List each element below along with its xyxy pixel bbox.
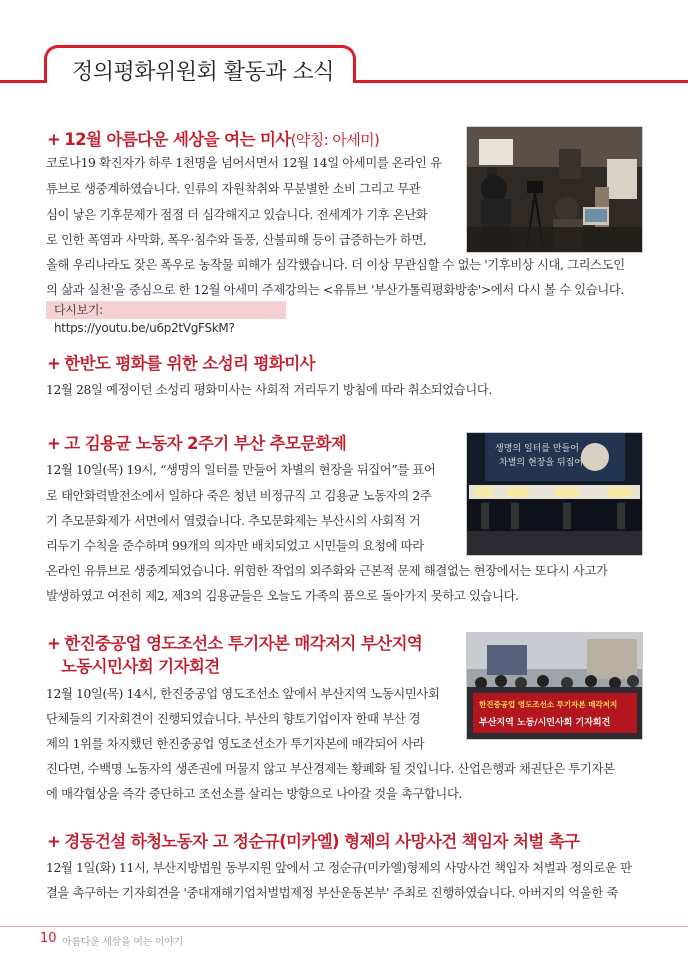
photo-banner-line: 생명의 일터를 만들어 — [495, 444, 579, 454]
text-line: 결을 촉구하는 기자회견을 '중대재해기업처벌법제정 부산운동본부' 주최로 진행하였습니다. 아버지의 억울한 죽 — [46, 886, 618, 900]
plus-icon: + — [47, 434, 61, 453]
plus-icon: + — [47, 634, 61, 653]
text-line: 단체들의 기자회견이 진행되었습니다. 부산의 향토기업이자 한때 부산 경 — [46, 712, 421, 726]
section-title-soseongri: + 한반도 평화를 위한 소성리 평화미사 — [47, 354, 315, 373]
text-line: 진다면, 수백명 노동자의 생존권에 머물지 않고 부산경제는 황폐화 될 것입니다. 산업은행과 채권단은 투기자본 — [46, 762, 615, 776]
text-line: 발생하였고 여전히 제2, 제3의 김용균들은 오늘도 가족의 품으로 돌아가지 못하고 있습니다. — [46, 589, 519, 603]
page-title: 정의평화위원회 활동과 소식 — [71, 60, 334, 85]
text-line: 올해 우리나라도 잦은 폭우로 농작물 피해가 심각했습니다. 더 이상 무관심할 수 없는 '기후비상 시대, 그리스도인 — [46, 258, 625, 272]
photo-banner-line: 차별의 현장을 뒤집어 — [499, 458, 583, 468]
text-line: 온라인 유튜브로 생중계되었습니다. 위험한 작업의 외주화와 근본적 문제 해결없는 현장에서는 또다시 사고가 — [46, 564, 608, 578]
section-title-hanjin-line2: 노동시민사회 기자회견 — [61, 657, 220, 676]
plus-icon: + — [47, 130, 61, 149]
text-line: 12월 1일(화) 11시, 부산지방법원 동부지원 앞에서 고 정순규(미카엘)형제의 사망사건 책임자 처벌과 정의로운 판 — [46, 861, 632, 875]
text-line: 12월 28일 예정이던 소성리 평화미사는 사회적 거리두기 방침에 따라 취소되었습니다. — [46, 383, 492, 397]
photo-memorial-festival — [466, 432, 643, 556]
text-line: 기 추모문화제가 서면에서 열렸습니다. 추모문화제는 부산시의 사회적 거 — [46, 514, 421, 528]
section-title-hanjin: + 한진중공업 영도조선소 투기자본 매각저지 부산지역 — [47, 634, 423, 653]
photo-press-conference — [466, 632, 643, 740]
plus-icon: + — [47, 354, 61, 373]
text-line: 의 삶과 실천'을 중심으로 한 12월 아세미 주제강의는 <유튜브 '부산가톨릭평화방송'>에서 다시 볼 수 있습니다. — [46, 283, 624, 297]
text-line: 리두기 수칙을 준수하며 99개의 의자만 배치되었고 시민들의 요청에 따라 — [46, 539, 424, 553]
section-title-asemi: + 12월 아름다운 세상을 여는 미사(약칭: 아세미) — [47, 130, 380, 149]
text-line: 로 태안화력발전소에서 일하다 죽은 청년 비정규직 고 김용균 노동자의 2주 — [46, 489, 432, 503]
plus-icon: + — [47, 832, 61, 851]
text-line: 심이 낳은 기후문제가 점점 더 심각해지고 있습니다. 전세계가 기후 온난화 — [46, 208, 428, 222]
text-line: 12월 10일(목) 19시, “생명의 일터를 만들어 차별의 현장을 뒤집어”를 표어 — [46, 463, 436, 477]
footer-tagline: 아름다운 세상을 여는 이야기 — [62, 937, 183, 948]
replay-link[interactable]: 다시보기: https://youtu.be/u6p2tVgFSkM? — [46, 301, 286, 319]
text-line: 에 매각협상을 즉각 중단하고 조선소를 살리는 방향으로 나아갈 것을 촉구합니다. — [46, 787, 463, 801]
section-title-kyungdong: + 경동건설 하청노동자 고 정순규(미카엘) 형제의 사망사건 책임자 처벌 촉구 — [47, 832, 580, 851]
photo-banner-line: 부산지역 노동/시민사회 기자회견 — [479, 718, 611, 728]
text-line: 12월 10일(목) 14시, 한진중공업 영도조선소 앞에서 부산지역 노동시민사회 — [46, 687, 440, 701]
page-number: 10 — [40, 931, 57, 946]
photo-mass-livestream — [466, 126, 643, 253]
text-line: 제의 1위를 차지했던 한진중공업 영도조선소가 투기자본에 매각되어 사라 — [46, 737, 425, 751]
footer-rule — [0, 926, 688, 927]
photo-banner-line: 한진중공업 영도조선소 투기자본 매각저지 — [479, 700, 618, 709]
text-line: 코로나19 확진자가 하루 1천명을 넘어서면서 12월 14일 아세미를 온라인 유 — [46, 156, 442, 170]
section-title-kimyonggyun: + 고 김용균 노동자 2주기 부산 추모문화제 — [47, 434, 347, 453]
text-line: 튜브로 생중계하였습니다. 인류의 자원착취와 무분별한 소비 그리고 무관 — [46, 182, 421, 196]
text-line: 로 인한 폭염과 사막화, 폭우·침수와 돌풍, 산불피해 등이 급증하는가 하면, — [46, 233, 427, 247]
